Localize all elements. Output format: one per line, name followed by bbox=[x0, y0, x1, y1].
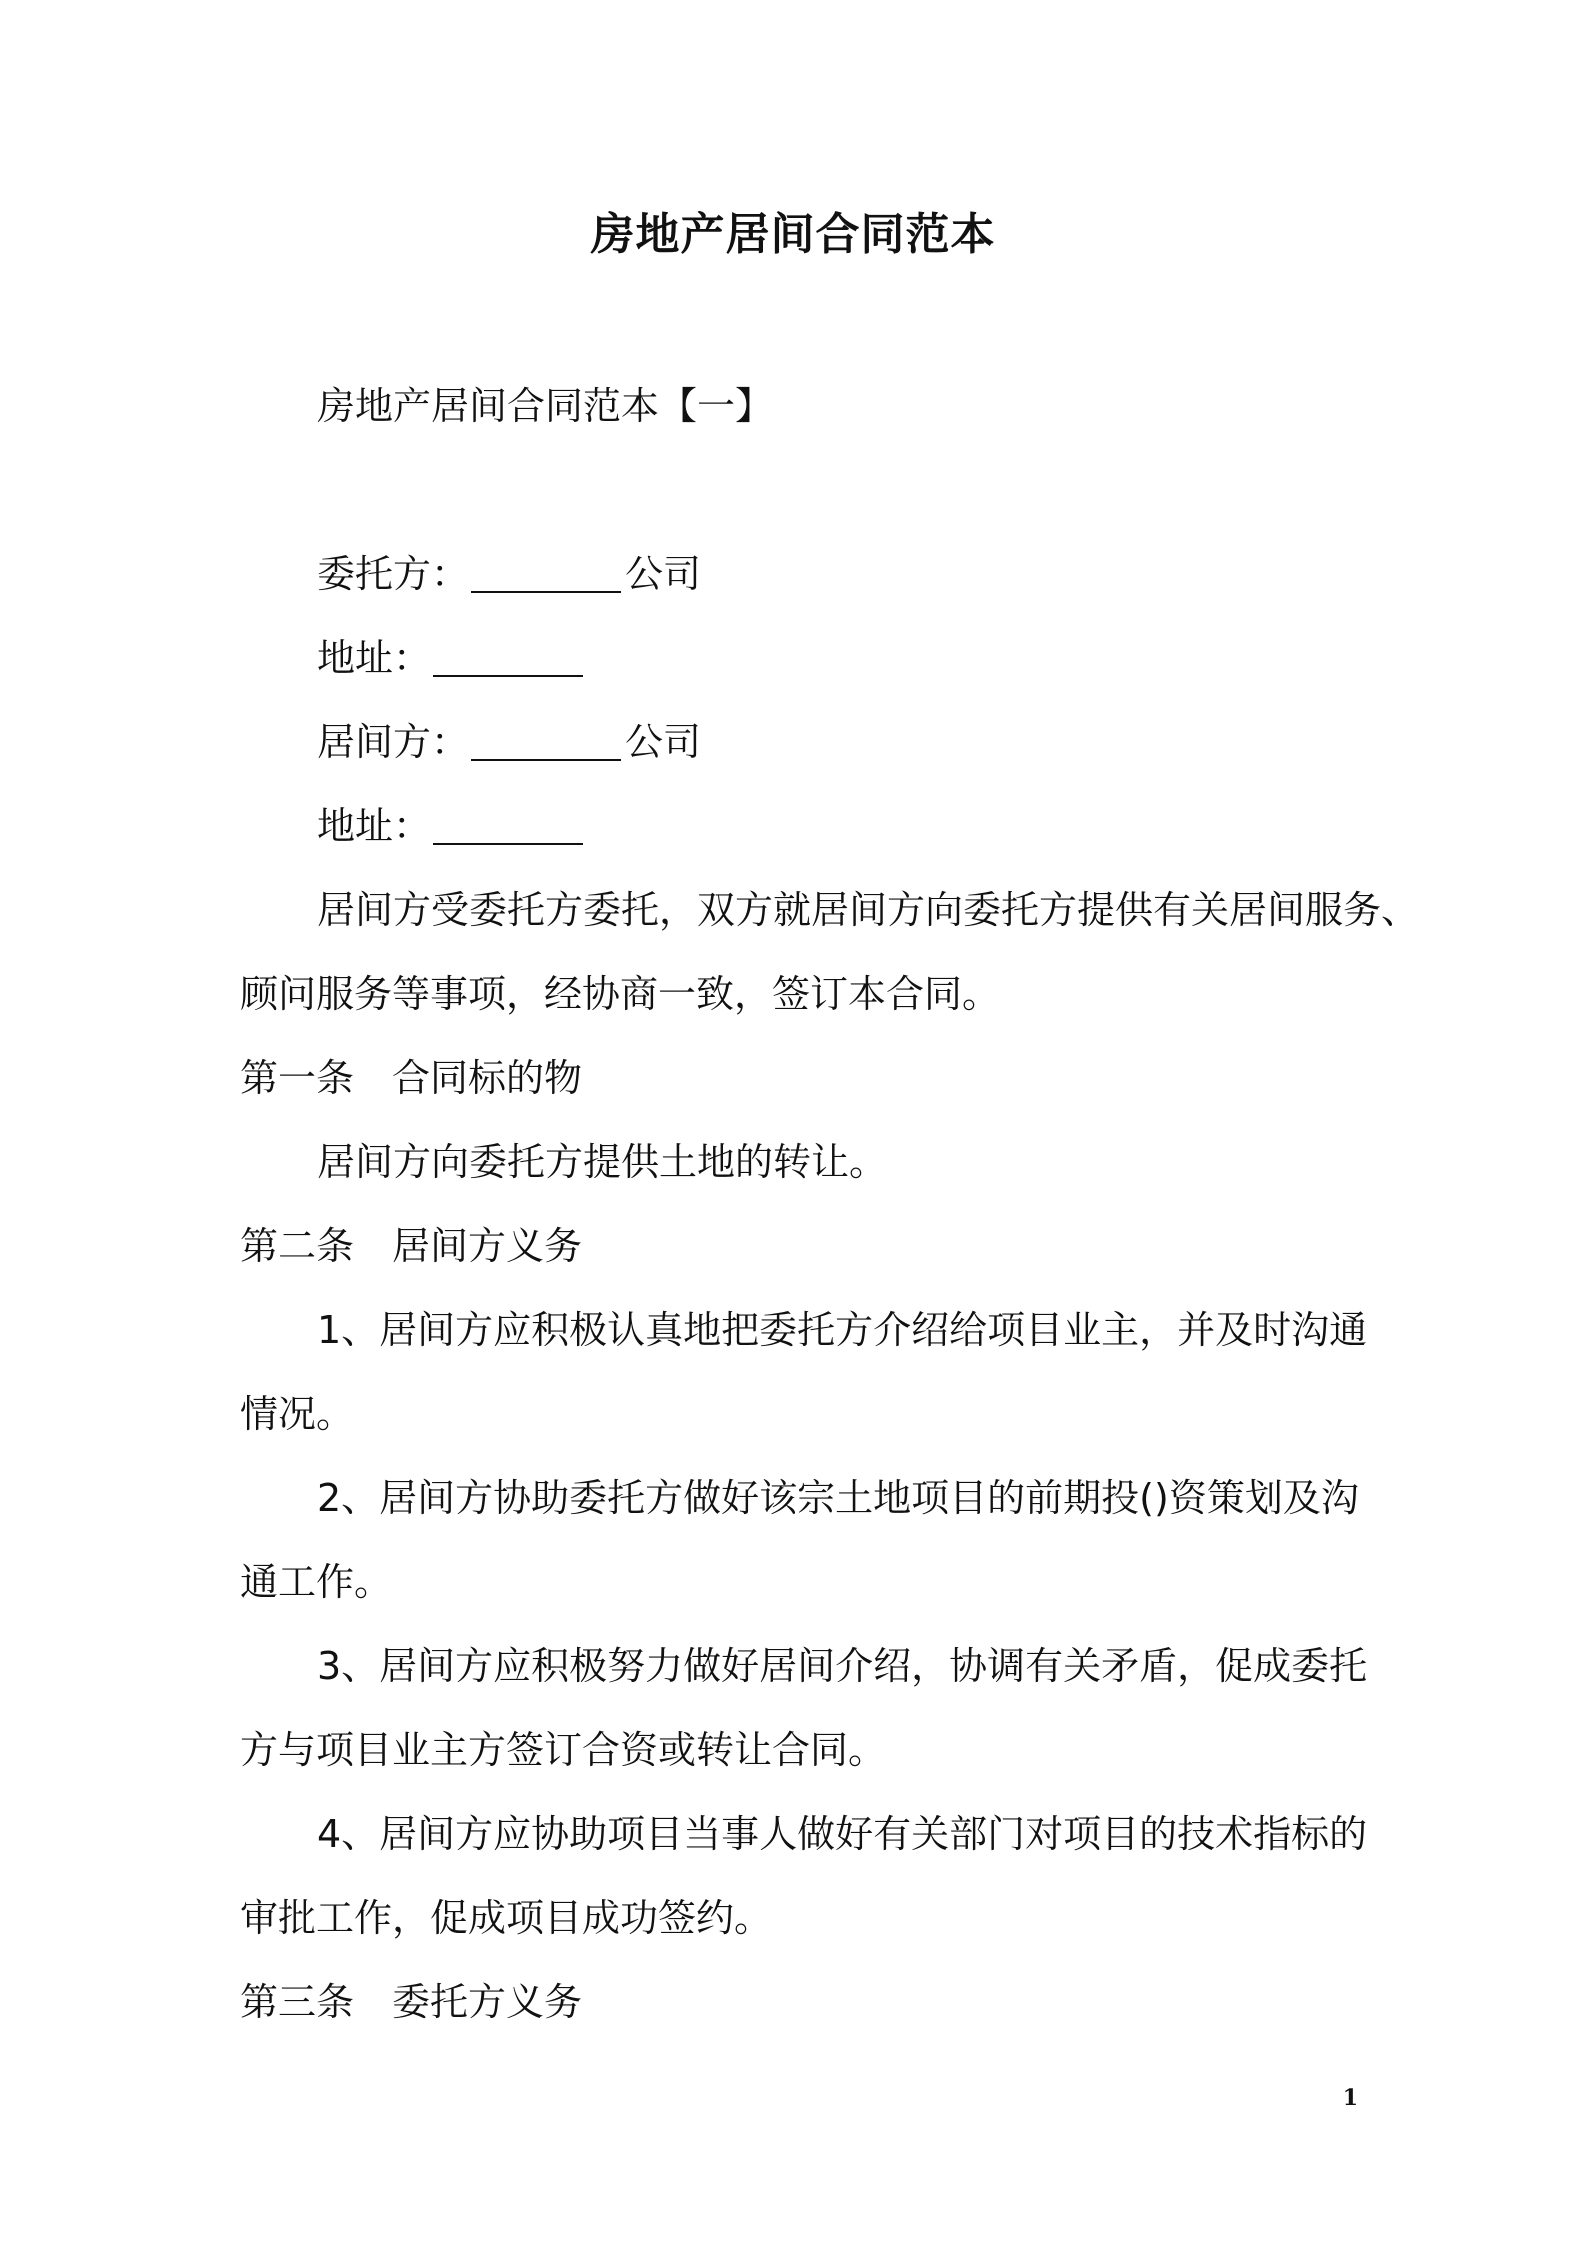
article-2-item-3-line-1: 3、居间方应积极努力做好居间介绍，协调有关矛盾，促成委托 bbox=[317, 1644, 1368, 1688]
article-1-body: 居间方向委托方提供土地的转让。 bbox=[317, 1140, 888, 1184]
article-1-heading bbox=[240, 1052, 582, 1104]
article-2-item-3-line-2: 方与项目业主方签订合资或转让合同。 bbox=[240, 1728, 887, 1772]
article-3-number: 第三条 bbox=[240, 1980, 355, 2024]
article-1-title: 合同标的物 bbox=[392, 1056, 583, 1100]
article-2-item-2-line-1: 2、居间方协助委托方做好该宗土地项目的前期投()资策划及沟 bbox=[317, 1476, 1359, 1520]
client-address-line bbox=[317, 632, 587, 684]
client-address-blank bbox=[433, 635, 583, 677]
broker-address-blank bbox=[433, 803, 583, 845]
article-2-number: 第二条 bbox=[240, 1224, 355, 1268]
broker-address-label: 地址： bbox=[317, 804, 432, 848]
broker-line bbox=[317, 716, 701, 768]
article-2-heading bbox=[240, 1220, 582, 1272]
article-3-heading bbox=[240, 1976, 582, 2028]
document-subtitle: 房地产居间合同范本【一】 bbox=[317, 384, 774, 428]
client-address-label: 地址： bbox=[317, 636, 432, 680]
article-2-item-4-line-2: 审批工作，促成项目成功签约。 bbox=[240, 1896, 773, 1940]
article-2-item-4-line-1: 4、居间方应协助项目当事人做好有关部门对项目的技术指标的 bbox=[317, 1812, 1368, 1856]
article-2-item-2-line-2: 通工作。 bbox=[240, 1560, 393, 1604]
article-2-item-1-line-2: 情况。 bbox=[240, 1392, 355, 1436]
client-suffix: 公司 bbox=[625, 552, 702, 596]
client-line bbox=[317, 548, 701, 600]
broker-suffix: 公司 bbox=[625, 720, 702, 764]
article-1-number: 第一条 bbox=[240, 1056, 355, 1100]
article-3-title: 委托方义务 bbox=[392, 1980, 583, 2024]
client-name-blank bbox=[471, 551, 621, 593]
article-2-title: 居间方义务 bbox=[392, 1224, 583, 1268]
client-label: 委托方： bbox=[317, 552, 470, 596]
page-number: 1 bbox=[1342, 2085, 1358, 2111]
intro-line-1: 居间方受委托方委托，双方就居间方向委托方提供有关居间服务、 bbox=[317, 888, 1420, 932]
broker-label: 居间方： bbox=[317, 720, 470, 764]
intro-line-2: 顾问服务等事项，经协商一致，签订本合同。 bbox=[240, 972, 1001, 1016]
broker-name-blank bbox=[471, 719, 621, 761]
document-title: 房地产居间合同范本 bbox=[590, 209, 996, 260]
broker-address-line bbox=[317, 800, 587, 852]
article-2-item-1-line-1: 1、居间方应积极认真地把委托方介绍给项目业主，并及时沟通 bbox=[317, 1308, 1368, 1352]
